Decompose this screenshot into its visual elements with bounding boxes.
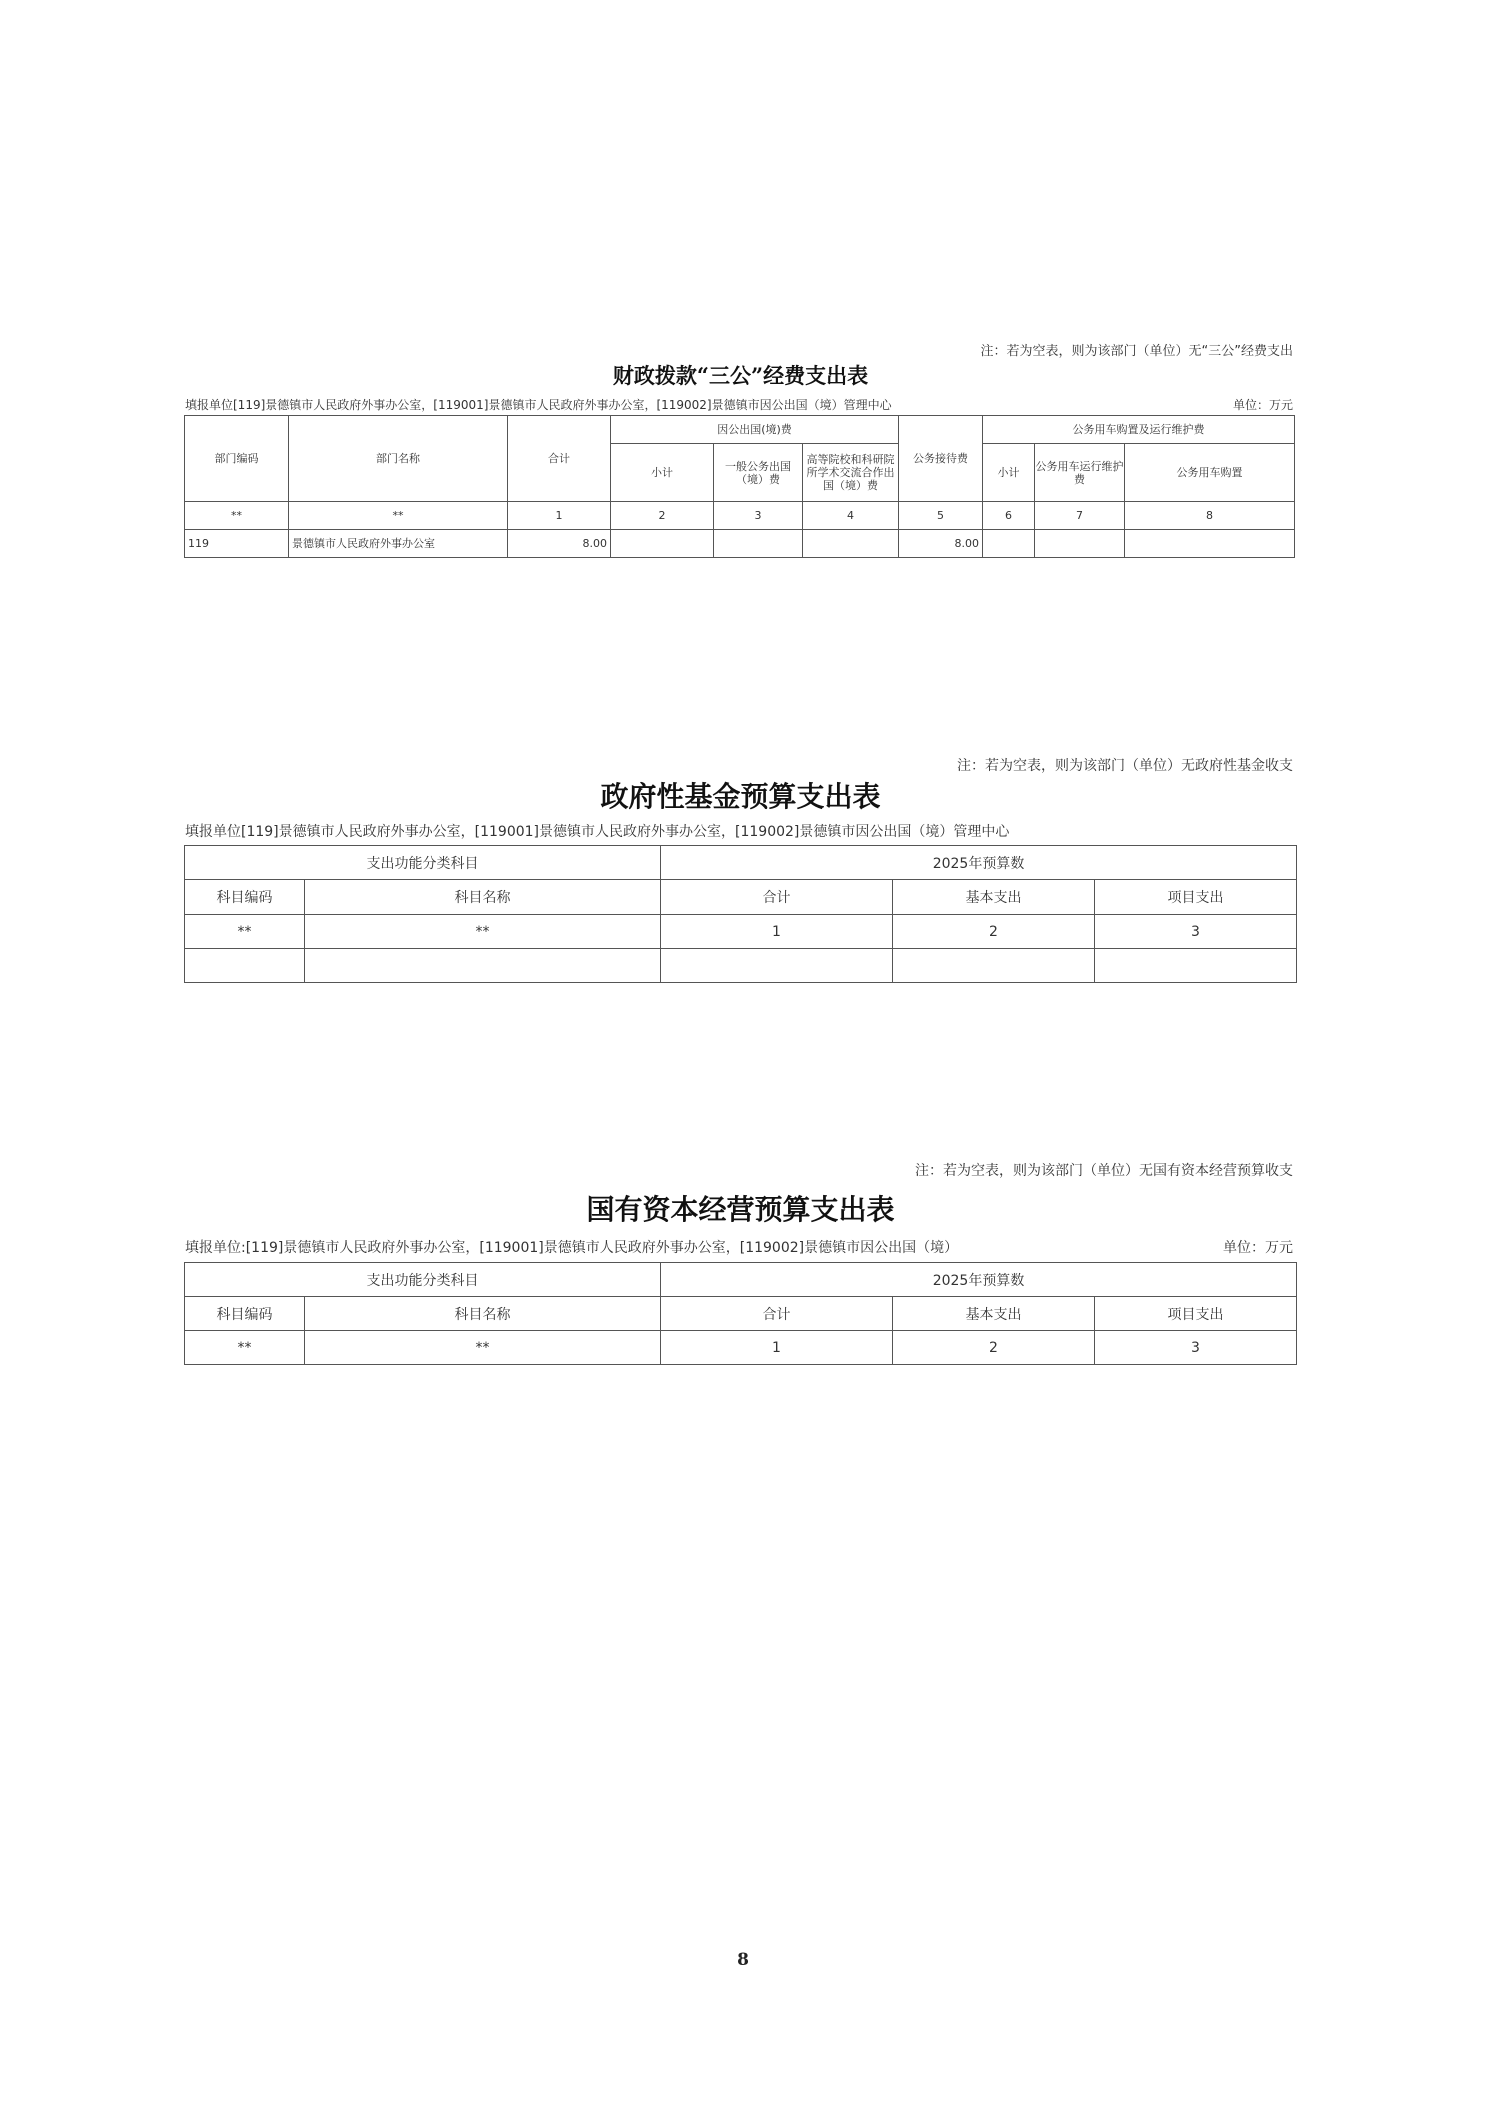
index-cell: ** [289,502,508,530]
header-dept-code: 部门编码 [185,416,289,502]
index-cell: ** [185,502,289,530]
header-subject-name: 科目名称 [305,880,661,915]
header-budget-group: 2025年预算数 [661,846,1297,880]
table1-unit: 单位：万元 [1232,398,1293,412]
header-subject-name: 科目名称 [305,1297,661,1331]
data-academic-abroad [803,530,899,558]
empty-cell [893,949,1095,983]
table2-note: 注：若为空表，则为该部门（单位）无政府性基金收支 [957,758,1293,774]
empty-cell [185,949,305,983]
data-vehicle-subtotal [983,530,1035,558]
data-abroad-subtotal [611,530,714,558]
page-number: 8 [737,1950,749,1970]
header-total: 合计 [661,880,893,915]
table2-title: 政府性基金预算支出表 [600,780,881,813]
data-dept-name: 景德镇市人民政府外事办公室 [289,530,508,558]
data-vehicle-running [1035,530,1125,558]
index-cell: 1 [661,1331,893,1365]
index-cell: 1 [508,502,611,530]
table3-unit: 单位：万元 [1223,1240,1293,1256]
index-cell: 3 [714,502,803,530]
table1-index-row [185,502,1295,530]
table3-filler: 填报单位:[119]景德镇市人民政府外事办公室，[119001]景德镇市人民政府外事办公室，[119002]景德镇市因公出国（境） [185,1240,959,1256]
header-subject-code: 科目编码 [185,880,305,915]
empty-cell [305,949,661,983]
header-vehicle-running: 公务用车运行维护费 [1035,444,1125,502]
empty-cell [661,949,893,983]
data-dept-code: 119 [185,530,289,558]
header-abroad-group: 因公出国(境)费 [611,416,899,444]
data-total: 8.00 [508,530,611,558]
header-project: 项目支出 [1095,880,1297,915]
header-basic: 基本支出 [893,880,1095,915]
data-reception: 8.00 [899,530,983,558]
table1-three-public-expenses [184,415,1295,558]
index-cell: 7 [1035,502,1125,530]
index-cell: ** [305,1331,661,1365]
header-vehicle-purchase: 公务用车购置 [1125,444,1295,502]
header-category-group: 支出功能分类科目 [185,846,661,880]
index-cell: 2 [611,502,714,530]
index-cell: 4 [803,502,899,530]
table1-title: 财政拨款“三公”经费支出表 [612,363,869,388]
header-vehicle-subtotal: 小计 [983,444,1035,502]
index-cell: 2 [893,915,1095,949]
index-cell: ** [185,1331,305,1365]
table1-filler: 填报单位[119]景德镇市人民政府外事办公室，[119001]景德镇市人民政府外事办公室，[119002]景德镇市因公出国（境）管理中心 [185,398,892,412]
index-cell: ** [305,915,661,949]
header-project: 项目支出 [1095,1297,1297,1331]
table3-title: 国有资本经营预算支出表 [586,1193,895,1226]
header-basic: 基本支出 [893,1297,1095,1331]
index-cell: 1 [661,915,893,949]
index-cell: 5 [899,502,983,530]
table1-data-row [185,530,1295,558]
table2-filler: 填报单位[119]景德镇市人民政府外事办公室，[119001]景德镇市人民政府外事办公室，[119002]景德镇市因公出国（境）管理中心 [185,824,1010,840]
table3-state-capital-budget [184,1262,1297,1365]
table3-index-row [185,1331,1297,1365]
index-cell: 2 [893,1331,1095,1365]
header-budget-group: 2025年预算数 [661,1263,1297,1297]
header-academic-abroad: 高等院校和科研院所学术交流合作出国（境）费 [803,444,899,502]
header-reception: 公务接待费 [899,416,983,502]
header-abroad-subtotal: 小计 [611,444,714,502]
header-category-group: 支出功能分类科目 [185,1263,661,1297]
table2-empty-row [185,949,1297,983]
table2-gov-fund-budget [184,845,1297,983]
table2-index-row [185,915,1297,949]
index-cell: 3 [1095,1331,1297,1365]
header-dept-name: 部门名称 [289,416,508,502]
table3-note: 注：若为空表，则为该部门（单位）无国有资本经营预算收支 [915,1163,1293,1179]
data-vehicle-purchase [1125,530,1295,558]
header-vehicle-group: 公务用车购置及运行维护费 [983,416,1295,444]
header-total: 合计 [661,1297,893,1331]
index-cell: 3 [1095,915,1297,949]
data-general-abroad [714,530,803,558]
index-cell: 8 [1125,502,1295,530]
empty-cell [1095,949,1297,983]
header-total: 合计 [508,416,611,502]
header-general-abroad: 一般公务出国（境）费 [714,444,803,502]
index-cell: ** [185,915,305,949]
index-cell: 6 [983,502,1035,530]
header-subject-code: 科目编码 [185,1297,305,1331]
table1-note: 注：若为空表，则为该部门（单位）无“三公”经费支出 [980,344,1293,359]
